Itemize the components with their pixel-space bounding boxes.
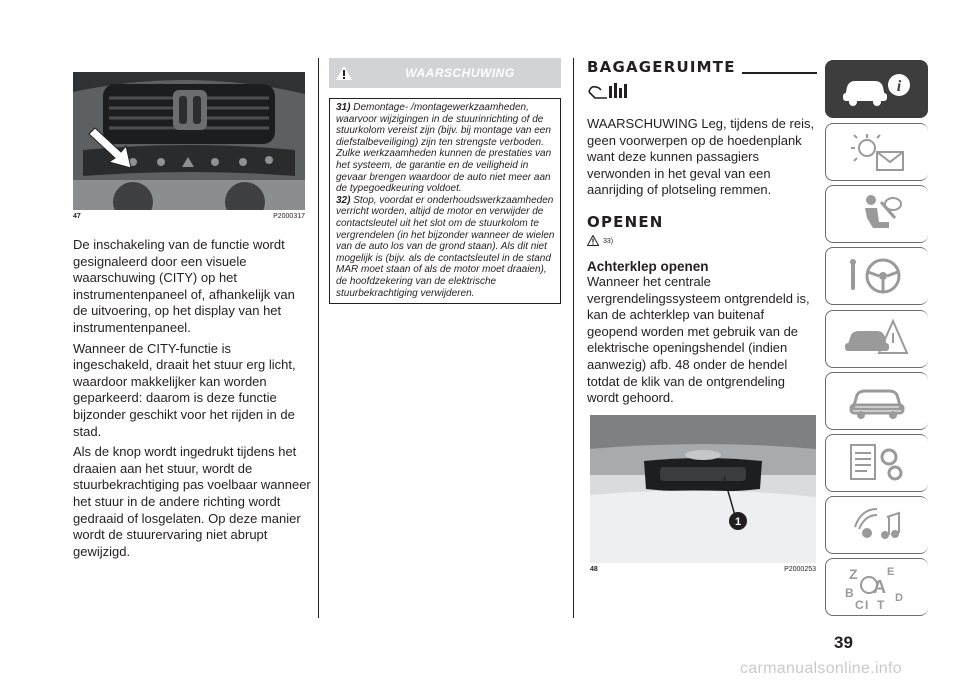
steering-wheel-icon [837,254,917,298]
svg-text:I: I [865,598,869,611]
warning-note: 31) Demontage- /montagewerkzaamheden, waarvoor wijzigingen in de stuurinrichting of de stuurkolom vereist zijn (bijv. bij montage van een diefstalbeveiliging) zijn ten strengste verboden. Zulke werkzaamheden kunnen de prestaties van het systeem, de garantie en de veiligheid in gevaar brengen waardoor de auto niet meer aan de typegoedkeuring voldoet. [336,102,552,195]
bagageruimte-icon [587,80,817,102]
index-letters-icon [837,563,917,611]
tab-car-service[interactable] [825,372,928,430]
svg-text:E: E [887,566,895,578]
subsection-title: Achterklep openen [587,258,709,274]
warning-header [329,58,561,88]
paragraph: De inschakeling van de functie wordt gesignaleerd door een visuele waarschuwing (CITY) op het instrumentenpaneel of, afhankelijk van de uitvoering, op het display van het instrumentenpaneel. [73,237,295,335]
paragraph: Als de knop wordt ingedrukt tijdens het draaien aan het stuur, wordt de stuurbekrachtiging pas voelbaar wanneer het stuur in de andere richting wordt gedraaid of losgelaten. Op deze manier wordt de stuurervaring niet abrupt gewijzigd. [73,444,311,559]
tab-media[interactable] [825,496,928,554]
tab-data-gears[interactable] [825,434,928,492]
svg-text:T: T [877,598,885,611]
car-info-icon [837,69,917,109]
figure-48-number: 48 [590,566,598,573]
tab-airbag-seat[interactable] [825,185,928,243]
airbag-seat-icon [837,192,917,236]
openen-reference: 33) [603,238,614,246]
svg-text:A: A [873,577,886,597]
tab-car-info[interactable] [825,60,928,118]
column-1-text [73,237,311,564]
warning-note: 32) Stop, voordat er onderhoudswerkzaamheden verricht worden, altijd de motor en verwijder de contactsleutel uit het slot om de stuurkolom te vergrendelen (in het bijzonder wanneer de wielen van de auto los van de grond staan). Als dit niet mogelijk is (bijv. als de contactsleutel in de stand MAR moet staan of als de motor moet draaien), de hoofdzekering van de elektrische stuurbekrachtiging verwijderen. [336,194,555,299]
column-3 [587,58,817,410]
callout-1: 1 [734,516,742,528]
openen-title: OPENEN [587,212,664,231]
warning-title: WAARSCHUWING [405,66,515,80]
tab-lights-mail[interactable] [825,123,928,181]
data-gears-icon [837,441,917,485]
page-number: 39 [834,633,853,652]
figure-47-number: 47 [73,213,81,220]
figure-47-photo [73,72,305,210]
svg-text:C: C [855,598,864,611]
svg-text:Z: Z [849,566,858,582]
paragraph: Wanneer de CITY-functie is ingeschakeld, draait het stuur erg licht, waardoor makkelijker kan worden geparkeerd: daarom is deze functie bijzonder geschikt voor het rijden in de stad. [73,340,296,439]
column-divider [573,58,574,618]
svg-text:D: D [895,592,903,604]
subsection-paragraph: Wanneer het centrale vergrendelingssysteem ontgrendeld is, kan de achterklep van buitenaf geopend worden met gebruik van de elektrische openingshendel (indien aanwezig) afb. 48 onder de hendel totdat de klik van de ontgrendeling wordt gehoord. [587,273,810,406]
car-service-icon [837,379,917,423]
warning-triangle-icon [329,65,359,81]
svg-text:i: i [896,78,902,95]
warning-notes [329,98,561,304]
tab-car-crash[interactable] [825,310,928,368]
lights-mail-icon [837,130,917,174]
media-icon [837,503,917,547]
footer-watermark: carmanualsonline.info [740,660,902,677]
warning-triangle-icon [587,233,599,251]
car-crash-icon [837,317,917,361]
title-rule [742,72,817,74]
column-divider [318,58,319,618]
tab-steering[interactable] [825,247,928,305]
section-title: BAGAGERUIMTE [587,58,736,76]
warning-block [329,58,561,304]
svg-text:B: B [845,586,854,600]
figure-48-photo [590,415,816,563]
intro-paragraph: WAARSCHUWING Leg, tijdens de reis, geen voorwerpen op de hoedenplank want deze kunnen passagiers verwonden in het geval van een aanrijding of plotseling remmen. [587,116,815,198]
tab-index[interactable] [825,558,928,616]
figure-47-code: P2000317 [273,213,305,220]
figure-48-code: P2000253 [784,566,816,573]
